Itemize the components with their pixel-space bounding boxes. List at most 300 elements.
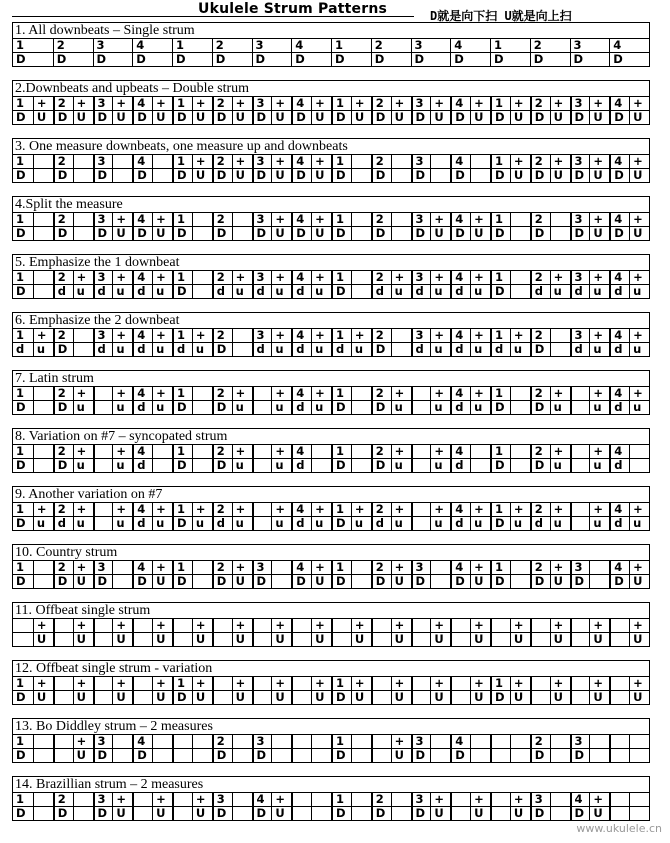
strum-cell: U: [430, 227, 450, 240]
strum-cell: u: [112, 401, 132, 414]
count-cell: [93, 677, 113, 690]
strum-cell: D: [172, 111, 192, 124]
strum-direction-row: [12, 342, 650, 357]
strum-cell: D: [16, 748, 26, 762]
strum-cell: [391, 343, 411, 356]
strum-cell: [351, 285, 371, 298]
strum-cell: D: [172, 401, 192, 414]
count-cell: +: [152, 329, 172, 342]
strum-cell: D: [411, 111, 431, 124]
strum-direction-row: [12, 574, 650, 589]
count-cell: [73, 793, 93, 806]
count-cell: 1: [331, 97, 351, 110]
count-cell: +: [510, 329, 530, 342]
strum-cell: D: [331, 691, 351, 704]
strum-cell: [53, 633, 73, 646]
strum-cell: d: [609, 343, 629, 356]
strum-cell: D: [172, 517, 192, 530]
count-cell: 3: [252, 735, 272, 748]
count-cell: [371, 619, 391, 632]
count-cell: 3: [252, 155, 272, 168]
strum-cell: [411, 633, 431, 646]
count-cell: [152, 445, 172, 458]
strum-cell: D: [331, 749, 351, 762]
count-cell: [33, 445, 53, 458]
strum-cell: d: [609, 517, 629, 530]
count-cell: [252, 677, 272, 690]
count-cell: [510, 213, 530, 226]
count-cell: [550, 793, 570, 806]
count-cell: +: [391, 677, 411, 690]
strum-cell: D: [411, 53, 451, 66]
strum-cell: D: [331, 459, 351, 472]
count-cell: +: [550, 619, 570, 632]
count-cell: +: [391, 561, 411, 574]
strum-cell: U: [73, 111, 93, 124]
count-cell: +: [33, 677, 53, 690]
strum-cell: [232, 343, 252, 356]
count-cell: 2: [212, 735, 232, 748]
strum-cell: [311, 807, 331, 820]
count-cell: 4: [291, 271, 311, 284]
strum-cell: D: [490, 227, 510, 240]
strum-cell: D: [172, 285, 192, 298]
count-cell: 1: [172, 503, 192, 516]
count-cell: 1: [331, 677, 351, 690]
count-cell: +: [311, 503, 331, 516]
strum-cell: [470, 749, 490, 762]
count-cell: [73, 213, 93, 226]
count-cell: 4: [450, 387, 470, 400]
strum-cell: U: [232, 111, 252, 124]
count-cell: 4: [450, 97, 470, 110]
count-cell: +: [271, 793, 291, 806]
count-cell: 2: [371, 271, 391, 284]
count-cell: [430, 735, 450, 748]
strum-cell: U: [391, 575, 411, 588]
count-cell: +: [73, 271, 93, 284]
count-cell: [112, 735, 132, 748]
strum-cell: D: [252, 807, 272, 820]
strum-cell: [510, 227, 530, 240]
strum-cell: D: [490, 285, 510, 298]
strum-cell: d: [53, 517, 73, 530]
strum-cell: [252, 633, 272, 646]
count-cell: [53, 735, 73, 748]
strum-cell: [570, 517, 590, 530]
strum-cell: [132, 691, 152, 704]
count-cell: 1: [331, 735, 351, 748]
strum-cell: U: [550, 633, 570, 646]
count-cell: 3: [570, 561, 590, 574]
count-cell: +: [112, 619, 132, 632]
strum-cell: U: [391, 691, 411, 704]
count-cell: 3: [93, 561, 113, 574]
count-cell: +: [311, 329, 331, 342]
count-cell: [33, 387, 53, 400]
strum-cell: D: [450, 111, 470, 124]
strum-cell: D: [93, 807, 113, 820]
count-cell: 3: [252, 271, 272, 284]
strum-cell: [33, 807, 53, 820]
strum-cell: d: [450, 517, 470, 530]
pattern-section: [12, 254, 650, 299]
strum-cell: U: [550, 691, 570, 704]
strum-cell: U: [589, 807, 609, 820]
strum-cell: D: [331, 517, 351, 530]
beat-count-row: [12, 212, 650, 227]
strum-cell: D: [132, 749, 152, 762]
count-cell: [192, 735, 212, 748]
strum-cell: D: [570, 575, 590, 588]
count-cell: 4: [609, 387, 629, 400]
strum-cell: D: [609, 227, 629, 240]
count-cell: 2: [530, 155, 550, 168]
count-cell: 4: [291, 561, 311, 574]
count-cell: 1: [490, 677, 510, 690]
strum-cell: U: [192, 633, 212, 646]
strum-cell: [570, 401, 590, 414]
strum-cell: U: [112, 227, 132, 240]
strum-cell: D: [530, 111, 550, 124]
strum-cell: d: [450, 343, 470, 356]
count-cell: +: [550, 387, 570, 400]
strum-cell: D: [212, 227, 232, 240]
strum-cell: D: [450, 53, 490, 66]
strum-cell: [33, 401, 53, 414]
strum-cell: d: [490, 343, 510, 356]
pattern-title: 10. Country strum: [12, 544, 650, 561]
count-cell: [411, 445, 431, 458]
count-cell: [351, 271, 371, 284]
strum-cell: D: [16, 574, 26, 588]
count-cell: 4: [291, 97, 311, 110]
strum-cell: [192, 459, 212, 472]
count-cell: [232, 735, 252, 748]
count-cell: +: [550, 503, 570, 516]
strum-cell: [450, 691, 470, 704]
strum-direction-row: [12, 806, 650, 821]
strum-cell: D: [490, 575, 510, 588]
strum-cell: [53, 691, 73, 704]
strum-cell: D: [530, 807, 550, 820]
strum-direction-row: [12, 226, 650, 241]
count-cell: [73, 329, 93, 342]
count-cell: 2: [371, 329, 391, 342]
strum-direction-row: [12, 632, 650, 647]
count-cell: +: [430, 503, 450, 516]
count-cell: 2: [371, 503, 391, 516]
count-cell: +: [311, 387, 331, 400]
strum-cell: U: [550, 111, 570, 124]
count-cell: 4: [132, 39, 172, 52]
strum-cell: [152, 459, 172, 472]
count-cell: +: [271, 503, 291, 516]
strum-direction-row: [12, 110, 650, 125]
count-cell: 4: [291, 213, 311, 226]
strum-cell: u: [271, 343, 291, 356]
count-cell: +: [391, 619, 411, 632]
count-cell: [589, 735, 609, 748]
count-cell: 3: [252, 213, 272, 226]
strum-cell: U: [510, 111, 530, 124]
strum-cell: D: [371, 459, 391, 472]
strum-cell: D: [93, 169, 113, 182]
count-cell: 4: [609, 213, 629, 226]
strum-cell: U: [391, 749, 411, 762]
strum-cell: U: [470, 111, 490, 124]
count-cell: +: [152, 213, 172, 226]
strum-cell: [152, 169, 172, 182]
strum-cell: U: [550, 169, 570, 182]
count-cell: 1: [490, 329, 510, 342]
count-cell: 1: [16, 386, 25, 400]
strum-cell: u: [73, 517, 93, 530]
strum-cell: D: [212, 807, 232, 820]
strum-cell: u: [430, 401, 450, 414]
count-cell: +: [391, 503, 411, 516]
strum-cell: D: [93, 749, 113, 762]
strum-cell: [252, 401, 272, 414]
strum-cell: [351, 575, 371, 588]
strum-cell: u: [629, 517, 649, 530]
strum-cell: U: [33, 111, 53, 124]
count-cell: +: [152, 619, 172, 632]
strum-cell: D: [411, 227, 431, 240]
count-cell: [609, 735, 629, 748]
beat-count-row: [12, 386, 650, 401]
pattern-section: [12, 718, 650, 763]
strum-cell: [430, 575, 450, 588]
count-cell: 1: [331, 271, 351, 284]
strum-cell: D: [172, 691, 192, 704]
count-cell: 3: [93, 39, 133, 52]
strum-cell: d: [450, 285, 470, 298]
count-cell: [212, 677, 232, 690]
count-cell: [490, 619, 510, 632]
count-cell: [490, 735, 510, 748]
strum-cell: U: [271, 227, 291, 240]
count-cell: 4: [132, 97, 152, 110]
count-cell: 2: [530, 445, 550, 458]
count-cell: +: [351, 503, 371, 516]
count-cell: +: [589, 619, 609, 632]
count-cell: 3: [411, 97, 431, 110]
strum-cell: U: [232, 169, 252, 182]
strum-cell: U: [430, 111, 450, 124]
count-cell: +: [470, 213, 490, 226]
count-cell: 1: [331, 39, 371, 52]
count-cell: [530, 619, 550, 632]
count-cell: [112, 561, 132, 574]
strum-cell: U: [311, 575, 331, 588]
strum-cell: U: [152, 111, 172, 124]
count-cell: [252, 619, 272, 632]
beat-count-row: [12, 444, 650, 459]
count-cell: +: [33, 619, 53, 632]
count-cell: +: [152, 503, 172, 516]
count-cell: +: [550, 561, 570, 574]
count-cell: +: [430, 97, 450, 110]
strum-cell: u: [550, 285, 570, 298]
count-cell: 2: [530, 387, 550, 400]
count-cell: 2: [371, 387, 391, 400]
count-cell: [351, 735, 371, 748]
count-cell: [450, 677, 470, 690]
strum-cell: D: [212, 575, 232, 588]
count-cell: 1: [490, 387, 510, 400]
count-cell: [391, 213, 411, 226]
count-cell: +: [470, 387, 490, 400]
strum-cell: [351, 459, 371, 472]
count-cell: +: [470, 793, 490, 806]
pattern-title: 11. Offbeat single strum: [12, 602, 650, 619]
count-cell: 1: [490, 155, 510, 168]
strum-cell: D: [371, 343, 391, 356]
count-cell: +: [232, 271, 252, 284]
pattern-title: 7. Latin strum: [12, 370, 650, 387]
beat-count-row: [12, 734, 650, 749]
count-cell: +: [152, 793, 172, 806]
count-cell: +: [629, 213, 649, 226]
count-cell: [470, 735, 490, 748]
strum-cell: D: [93, 227, 113, 240]
count-cell: +: [430, 793, 450, 806]
count-cell: +: [271, 677, 291, 690]
count-cell: [73, 155, 93, 168]
count-cell: [311, 735, 331, 748]
count-cell: [252, 445, 272, 458]
strum-cell: [252, 459, 272, 472]
strum-cell: U: [192, 111, 212, 124]
strum-cell: u: [430, 285, 450, 298]
count-cell: +: [33, 329, 53, 342]
count-cell: 3: [212, 793, 232, 806]
count-cell: [411, 387, 431, 400]
strum-cell: U: [73, 575, 93, 588]
count-cell: 3: [252, 97, 272, 110]
strum-cell: D: [132, 169, 152, 182]
strum-cell: U: [232, 633, 252, 646]
count-cell: +: [311, 271, 331, 284]
strum-cell: [351, 169, 371, 182]
strum-cell: u: [152, 401, 172, 414]
count-cell: +: [271, 213, 291, 226]
count-cell: [291, 677, 311, 690]
count-cell: +: [510, 677, 530, 690]
strum-cell: U: [391, 633, 411, 646]
strum-cell: [490, 749, 510, 762]
strum-cell: U: [192, 169, 212, 182]
count-cell: +: [232, 155, 252, 168]
strum-cell: d: [212, 285, 232, 298]
strum-cell: U: [510, 169, 530, 182]
strum-cell: D: [132, 111, 152, 124]
count-cell: [192, 387, 212, 400]
strum-cell: D: [490, 691, 510, 704]
strum-cell: [291, 749, 311, 762]
count-cell: +: [430, 387, 450, 400]
strum-cell: U: [73, 691, 93, 704]
strum-cell: [609, 691, 629, 704]
count-cell: [351, 155, 371, 168]
strum-cell: [570, 459, 590, 472]
count-cell: 2: [371, 561, 391, 574]
strum-cell: D: [450, 749, 470, 762]
count-cell: 2: [530, 503, 550, 516]
strum-cell: D: [172, 169, 192, 182]
strum-cell: D: [371, 169, 391, 182]
count-cell: [391, 155, 411, 168]
count-cell: 4: [291, 445, 311, 458]
count-cell: 2: [212, 329, 232, 342]
strum-direction-row: [12, 52, 650, 67]
strum-cell: D: [570, 749, 590, 762]
count-cell: +: [73, 619, 93, 632]
strum-cell: [73, 227, 93, 240]
count-cell: 3: [411, 271, 431, 284]
strum-cell: [570, 691, 590, 704]
strum-cell: D: [16, 110, 26, 124]
count-cell: 3: [93, 213, 113, 226]
strum-cell: U: [112, 691, 132, 704]
strum-cell: D: [93, 53, 133, 66]
strum-cell: [192, 575, 212, 588]
beat-count-row: [12, 38, 650, 53]
strum-cell: d: [132, 343, 152, 356]
strum-cell: u: [510, 517, 530, 530]
count-cell: [550, 329, 570, 342]
count-cell: 2: [212, 445, 232, 458]
count-cell: 3: [411, 155, 431, 168]
count-cell: 4: [291, 155, 311, 168]
count-cell: +: [112, 445, 132, 458]
strum-cell: [132, 633, 152, 646]
strum-cell: u: [510, 343, 530, 356]
strum-cell: [391, 807, 411, 820]
page-title: Ukulele Strum Patterns: [198, 1, 388, 17]
count-cell: 2: [371, 445, 391, 458]
count-cell: [93, 387, 113, 400]
count-cell: [450, 619, 470, 632]
strum-cell: D: [411, 749, 431, 762]
count-cell: 1: [16, 96, 25, 110]
strum-cell: d: [411, 285, 431, 298]
count-cell: [192, 271, 212, 284]
strum-cell: D: [16, 284, 26, 298]
count-cell: +: [271, 387, 291, 400]
strum-cell: u: [550, 517, 570, 530]
count-cell: +: [470, 329, 490, 342]
count-cell: 2: [371, 39, 411, 52]
strum-cell: D: [16, 690, 26, 704]
strum-direction-row: [12, 748, 650, 763]
count-cell: [33, 561, 53, 574]
count-cell: +: [152, 271, 172, 284]
count-cell: [132, 619, 152, 632]
count-cell: 3: [570, 735, 590, 748]
strum-cell: [192, 401, 212, 414]
strum-cell: D: [291, 169, 311, 182]
strum-cell: u: [470, 401, 490, 414]
strum-cell: U: [311, 691, 331, 704]
count-cell: +: [152, 561, 172, 574]
pattern-section: [12, 312, 650, 357]
count-cell: +: [629, 387, 649, 400]
strum-cell: D: [291, 111, 311, 124]
strum-cell: D: [490, 401, 510, 414]
count-cell: [530, 677, 550, 690]
